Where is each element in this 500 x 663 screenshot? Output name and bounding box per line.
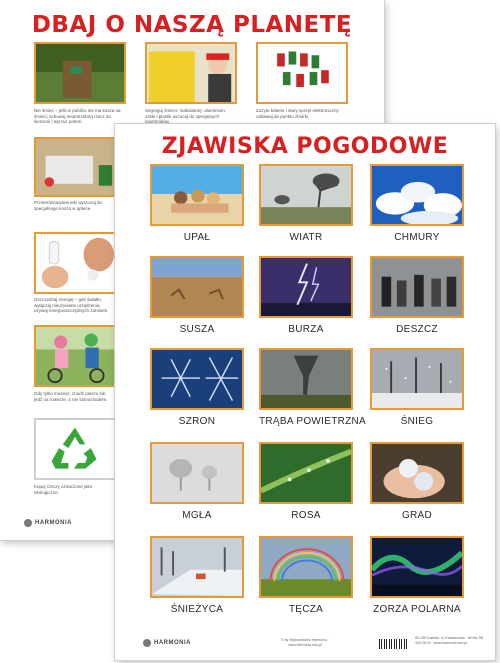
photo-dew [259,442,353,504]
footer-center-text: © by Wydawnictwo Harmonia · www.harmonia.edu.pl [281,638,329,647]
label-hail: GRAD [401,510,433,521]
label-aurora: ZORZA POLARNA [373,604,461,615]
photo-batteries [256,42,348,104]
label-fog: MGŁA [182,510,212,521]
photo-wind [259,164,353,226]
barcode [379,639,409,649]
photo-clouds [370,164,464,226]
back-publisher-logo [24,519,72,527]
harmonia-logo-icon [24,519,32,527]
caption-1: Nie śmieć – jeśli w pobliżu nie ma kosza na śmieci, schowaj niepotrzebną rzecz do kieszeni i wyrzuć potem. [34,108,121,124]
caption-5: Oszczędzaj energię – gaś światło, wyłączaj nieużywane urządzenia, używaj energooszczędnych żarówek. [34,297,109,313]
label-heat: UPAŁ [183,232,211,243]
back-poster-title: DBAJ O NASZĄ PLANETĘ [31,12,353,38]
front-poster-title: ZJAWISKA POGODOWE [161,134,449,159]
recycling-symbol [34,418,116,480]
label-rain: DESZCZ [396,324,438,335]
caption-3: Zużyte baterie i stary sprzęt elektroniczny oddawaj do punktu zbiórki. [256,108,339,119]
photo-hail [370,442,464,504]
caption-4: Przeterminowane leki wyrzucaj do specjalnego kosza w aptece. [34,200,103,211]
front-publisher-logo [143,639,191,647]
back-publisher-name: HARMONIA [35,520,72,526]
footer-right-text: 80-180 Gdańsk, ul. Kasztanowa · tel./fax 58 343 08 33 · www.harmonia.edu.pl [415,636,483,645]
label-clouds: CHMURY [394,232,440,243]
photo-fog [150,442,244,504]
photo-rainbow [259,536,353,598]
label-frost: SZRON [178,416,216,427]
photo-drought [150,256,244,318]
photo-recycling-bins [145,42,237,104]
photo-trash-bin [34,42,126,104]
label-rainbow: TĘCZA [288,604,324,615]
photo-rain [370,256,464,318]
photo-medicines [34,137,116,197]
label-blizzard: ŚNIEŻYCA [170,604,224,615]
label-drought: SUSZA [179,324,215,335]
photo-energy-saving [34,232,116,294]
front-poster [115,124,495,660]
label-tornado: TRĄBA POWIETRZNA [259,416,367,427]
caption-2: Segreguj śmieci: makulaturę, aluminium, szkło i plastik wrzucaj do specjalnych pojemników. [145,108,227,124]
photo-blizzard [150,536,244,598]
photo-frost [150,348,244,410]
photo-aurora [370,536,464,598]
photo-tornado [259,348,353,410]
photo-storm [259,256,353,318]
photo-heat [150,164,244,226]
harmonia-logo-icon [143,639,151,647]
label-storm: BURZA [288,324,324,335]
caption-7: Kupuj rzeczy oznaczone jako ekologiczne. [34,484,93,495]
label-dew: ROSA [291,510,321,521]
label-snow: ŚNIEG [400,416,434,427]
caption-6: Gdy tylko możesz, chodź pieszo lub jedź na rowerze, a nie samochodem. [34,391,108,402]
label-wind: WIATR [289,232,323,243]
photo-snow [370,348,464,410]
front-publisher-name: HARMONIA [154,640,191,646]
photo-kids-bicycles [34,325,116,387]
